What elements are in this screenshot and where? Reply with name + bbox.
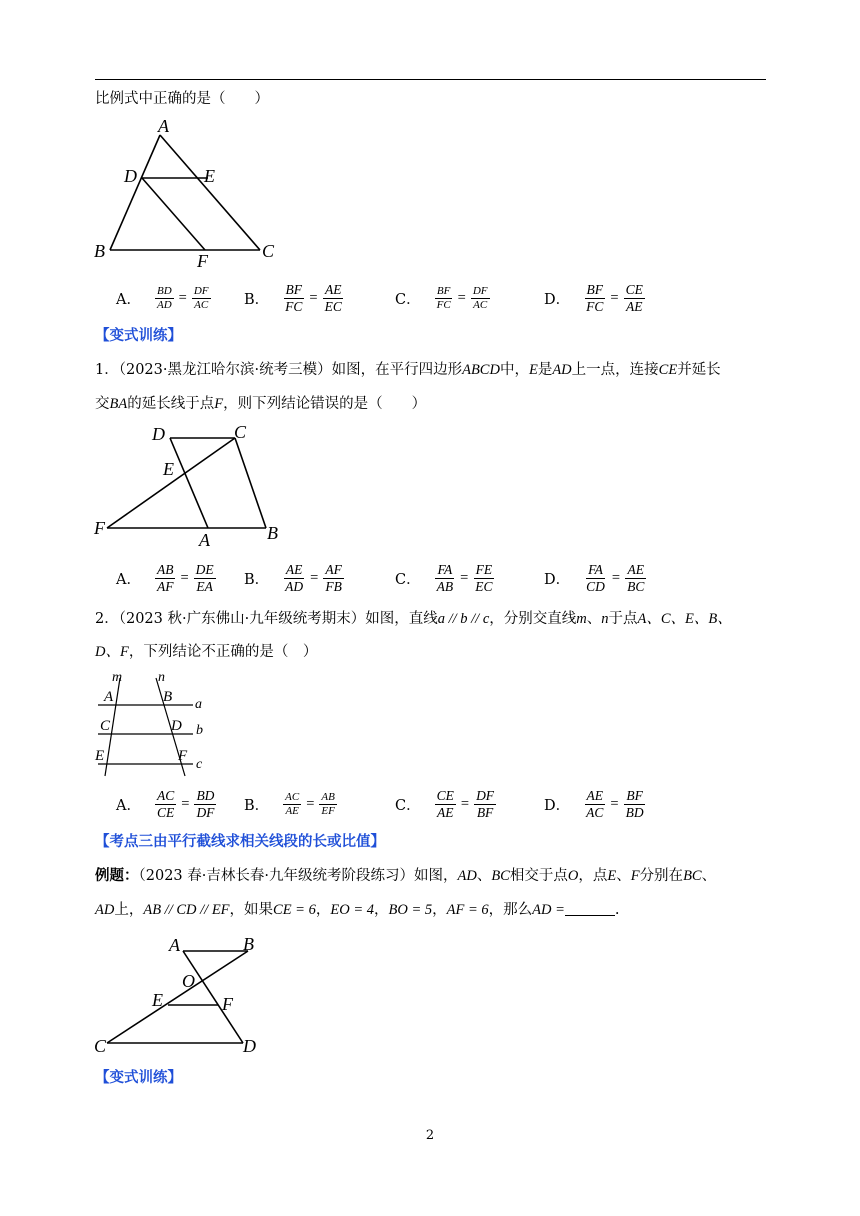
section-variant-training-2: 【变式训练】 <box>95 1069 182 1086</box>
fraction: $\frac{DE}{EA}$ <box>195 561 214 594</box>
q1-label-D: D <box>152 424 165 444</box>
q0-option-b[interactable]: B． $\frac{BF}{FC}$ = $\frac{AE}{EC}$ <box>244 281 342 314</box>
fraction: $\frac{AE}{BC}$ <box>627 561 645 594</box>
q2-label-E: E <box>95 748 105 764</box>
answer-blank[interactable] <box>565 901 615 916</box>
q1-option-a[interactable]: A． $\frac{AB}{AF}$ = $\frac{DE}{EA}$ <box>116 561 214 594</box>
fraction: $\frac{AF}{FB}$ <box>325 561 342 594</box>
fraction: $\frac{AC}{CE}$ <box>156 787 175 820</box>
q0-figure <box>90 112 290 272</box>
q2-label-D: D <box>171 718 182 734</box>
q0-option-d[interactable]: D． $\frac{BF}{FC}$ = $\frac{CE}{AE}$ <box>544 281 643 314</box>
q0-label-A: A <box>158 116 169 136</box>
q2-option-c[interactable]: C． $\frac{CE}{AE}$ = $\frac{DF}{BF}$ <box>395 787 495 820</box>
example-label-B: B <box>243 934 254 954</box>
q2-label-A: A <box>104 689 114 705</box>
q2-option-a[interactable]: A． $\frac{AC}{CE}$ = $\frac{BD}{DF}$ <box>116 787 215 820</box>
example-figure <box>90 928 270 1058</box>
q0-label-B: B <box>94 241 105 261</box>
q2-option-b[interactable]: B． $\frac{AC}{AE}$ = $\frac{AB}{EF}$ <box>244 790 335 817</box>
q0-label-E: E <box>204 166 215 186</box>
q0-stem: 比例式中正确的是（ ） <box>95 91 269 107</box>
section-3-heading: 【考点三由平行截线求相关线段的长或比值】 <box>95 833 385 850</box>
fraction: $\frac{DF}{AC}$ <box>193 284 209 311</box>
q0-option-a[interactable]: A． $\frac{BD}{AD}$ = $\frac{DF}{AC}$ <box>116 284 209 311</box>
fraction: $\frac{CE}{AE}$ <box>625 281 643 314</box>
example-label-O: O <box>182 971 195 991</box>
fraction: $\frac{AE}{AC}$ <box>586 787 604 820</box>
q1-label-E: E <box>163 459 174 479</box>
q1-options <box>116 556 716 600</box>
fraction: $\frac{DF}{BF}$ <box>476 787 495 820</box>
q2-label-C: C <box>100 718 111 734</box>
q2-options <box>116 782 716 826</box>
fraction: $\frac{AC}{AE}$ <box>285 790 300 817</box>
q1-label-C: C <box>234 422 247 442</box>
example-label-E: E <box>152 990 163 1010</box>
fraction: $\frac{AB}{EF}$ <box>321 790 335 817</box>
q2-label-m: m <box>112 670 123 685</box>
q1-option-d[interactable]: D． $\frac{FA}{CD}$ = $\frac{AE}{BC}$ <box>544 561 645 594</box>
fraction: $\frac{BF}{FC}$ <box>586 281 604 314</box>
q2-stem-line1: 2．（2023 秋·广东佛山·九年级统考期末）如图，直线a // b // c，分别交直线m、n于点A、C、E、B、 <box>95 611 732 627</box>
example-label-D: D <box>243 1036 256 1056</box>
q1-label-A: A <box>199 530 210 550</box>
example-line2: AD上，AB // CD // EF，如果CE = 6，EO = 4，BO = 5，AF = 6，那么AD = . <box>95 902 620 918</box>
q2-label-b: b <box>196 723 203 738</box>
fraction: $\frac{CE}{AE}$ <box>436 787 454 820</box>
q2-label-F: F <box>178 748 188 764</box>
fraction: $\frac{BD}{DF}$ <box>196 787 215 820</box>
q2-figure <box>90 668 220 778</box>
q0-label-F: F <box>197 251 208 271</box>
fraction: $\frac{FE}{EC}$ <box>475 561 493 594</box>
fraction: $\frac{AE}{AD}$ <box>285 561 304 594</box>
q1-option-c[interactable]: C． $\frac{FA}{AB}$ = $\frac{FE}{EC}$ <box>395 561 493 594</box>
q2-label-a: a <box>195 697 202 712</box>
q1-stem-line1: 1．（2023·黑龙江哈尔滨·统考三模）如图，在平行四边形ABCD中，E是AD上一点，连接CE并延长 <box>95 362 721 378</box>
fraction: $\frac{BF}{FC}$ <box>285 281 303 314</box>
q2-option-d[interactable]: D． $\frac{AE}{AC}$ = $\frac{BF}{BD}$ <box>544 787 644 820</box>
fraction: $\frac{DF}{AC}$ <box>472 284 488 311</box>
example-line1: 例题：（2023 春·吉林长春·九年级统考阶段练习）如图，AD、BC相交于点O，点E、F分别在BC、 <box>95 867 717 884</box>
q1-option-b[interactable]: B． $\frac{AE}{AD}$ = $\frac{AF}{FB}$ <box>244 561 342 594</box>
q1-label-F: F <box>94 518 105 538</box>
example-label-C: C <box>94 1036 107 1056</box>
section-variant-training-1: 【变式训练】 <box>95 327 182 344</box>
example-label-A: A <box>169 935 180 955</box>
fraction: $\frac{FA}{AB}$ <box>436 561 454 594</box>
example-label-F: F <box>222 994 233 1014</box>
q1-label-B: B <box>267 523 278 543</box>
page-number: 2 <box>425 1128 435 1143</box>
q2-label-B: B <box>163 689 173 705</box>
fraction: $\frac{AB}{AF}$ <box>156 561 174 594</box>
header-rule <box>95 79 766 80</box>
fraction: $\frac{BD}{AD}$ <box>156 284 172 311</box>
q0-option-c[interactable]: C． $\frac{BF}{FC}$ = $\frac{DF}{AC}$ <box>395 284 488 311</box>
q2-stem-line2: D、F，下列结论不正确的是（ ） <box>95 644 318 660</box>
fraction: $\frac{BF}{FC}$ <box>436 284 451 311</box>
q0-options <box>116 276 716 320</box>
q0-label-C: C <box>262 241 275 261</box>
fraction: $\frac{FA}{CD}$ <box>586 561 605 594</box>
fraction: $\frac{BF}{BD}$ <box>625 787 644 820</box>
q1-stem-line2: 交BA的延长线于点F，则下列结论错误的是（ ） <box>95 396 427 412</box>
fraction: $\frac{AE}{EC}$ <box>324 281 342 314</box>
q0-label-D: D <box>124 166 137 186</box>
q1-figure <box>90 418 300 553</box>
q2-label-n: n <box>158 670 165 685</box>
q2-label-c: c <box>196 757 203 772</box>
